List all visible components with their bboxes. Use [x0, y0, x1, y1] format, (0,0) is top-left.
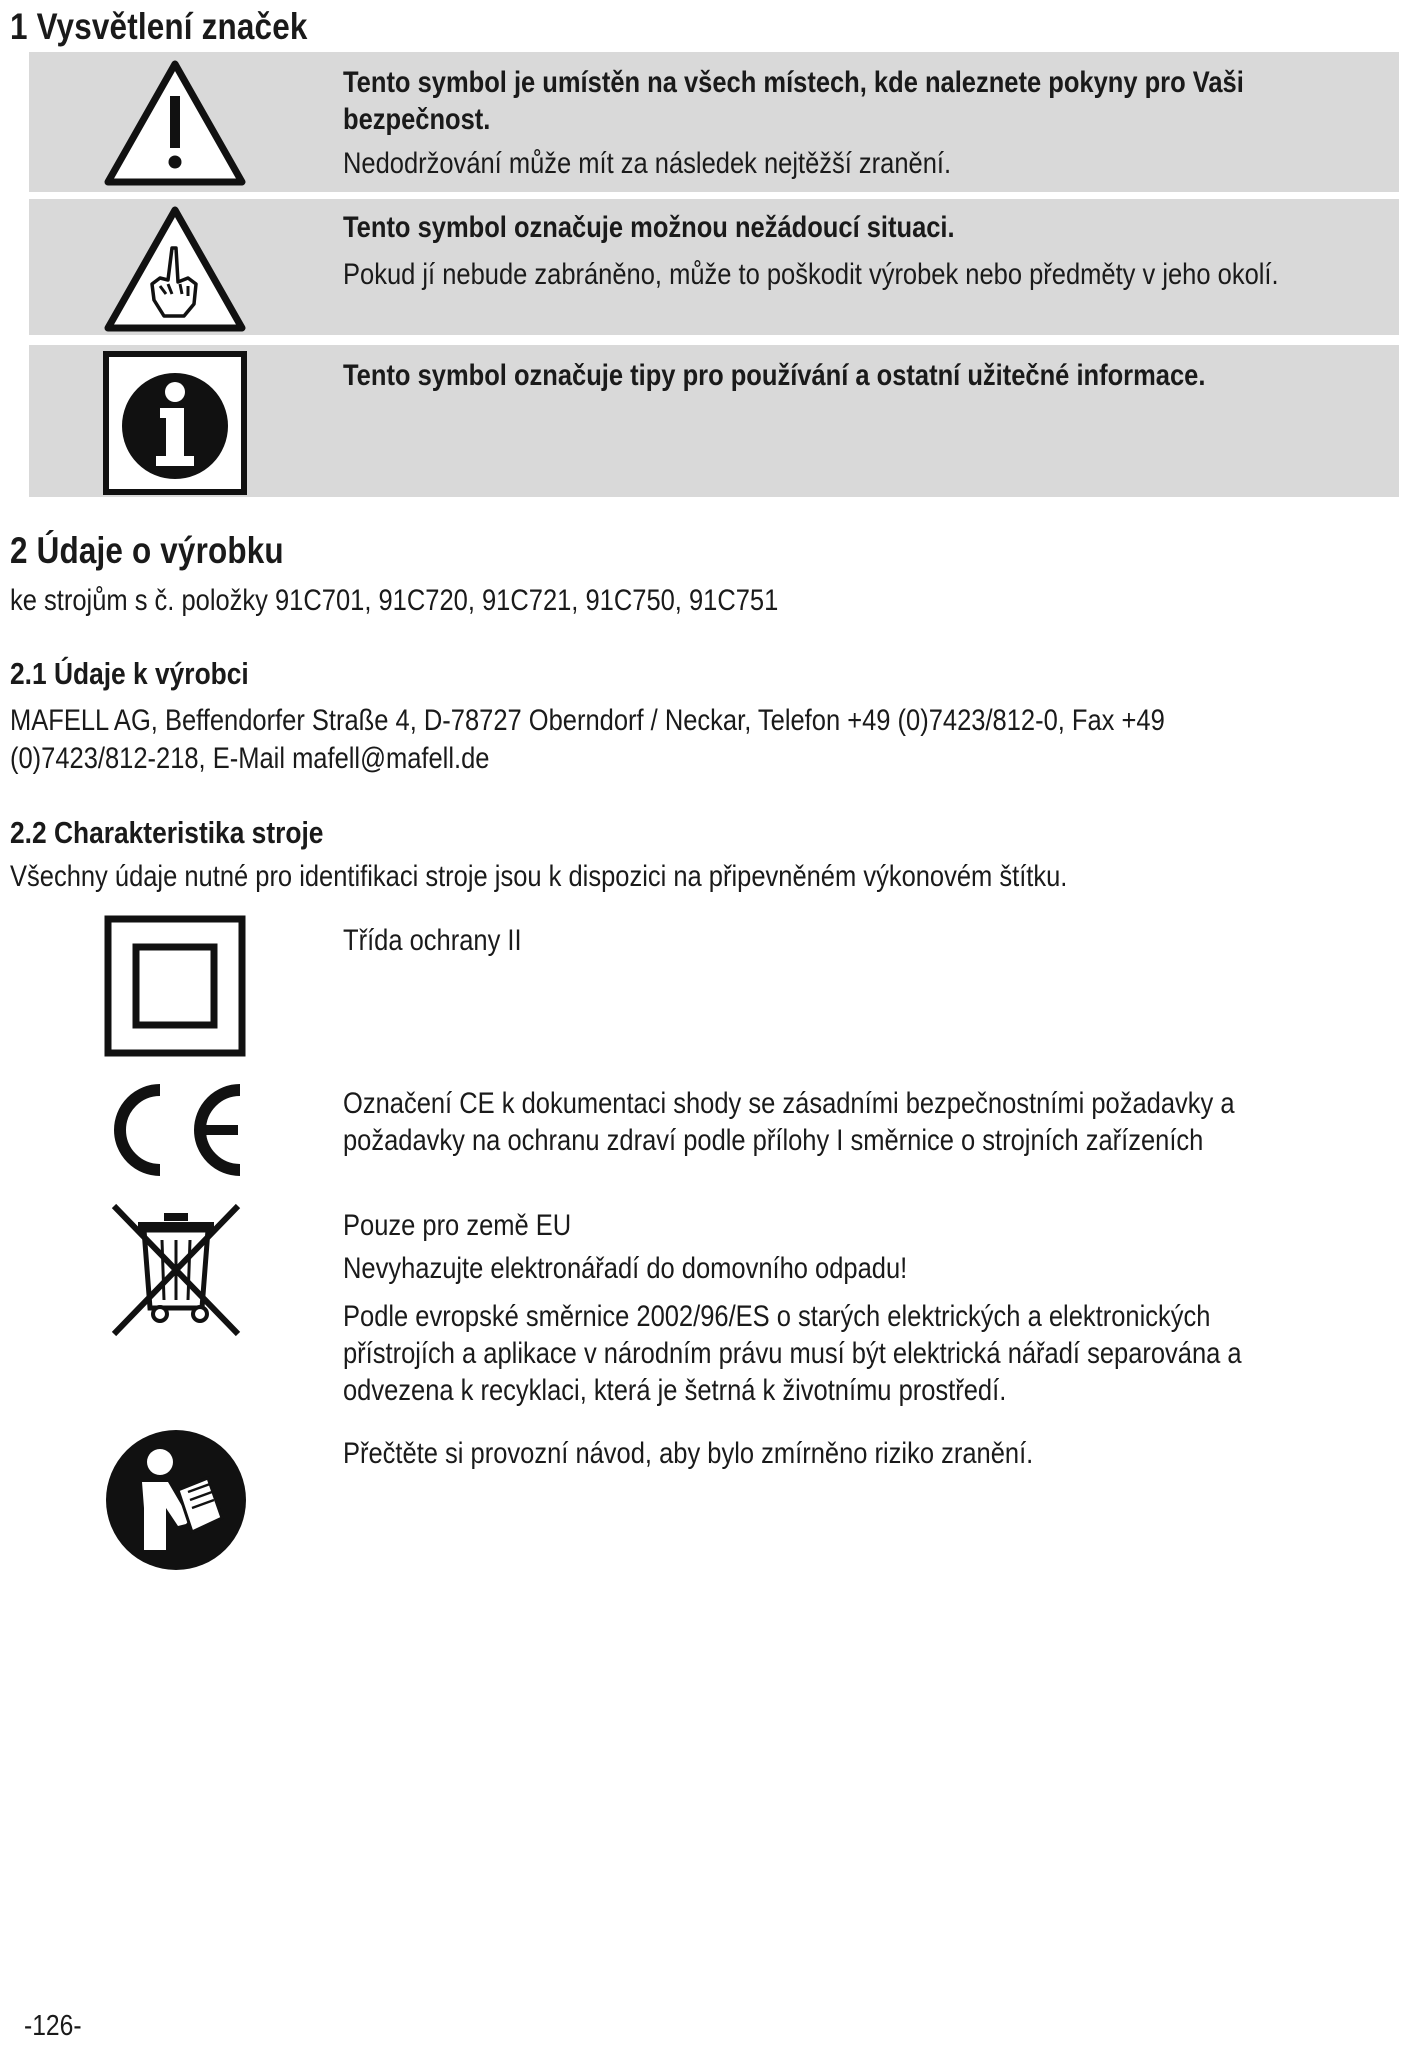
read-manual-icon [104, 1428, 248, 1572]
info-icon [102, 350, 248, 496]
eu-only-text: Pouze pro země EU [343, 1209, 572, 1242]
ce-text-line-1: Označení CE k dokumentaci shody se zásadními bezpečnostními požadavky a [343, 1087, 1235, 1120]
section-2-heading: 2 Údaje o výrobku [10, 530, 284, 571]
protection-class-text: Třída ochrany II [343, 924, 522, 957]
crossed-bin-icon [108, 1200, 244, 1340]
protection-class-ii-icon [104, 915, 246, 1057]
section-1-heading: 1 Vysvětlení značek [10, 6, 308, 47]
ce-mark-icon [104, 1080, 250, 1180]
read-manual-text: Přečtěte si provozní návod, aby bylo zmírněno riziko zranění. [343, 1437, 1034, 1470]
subsection-2-2-intro: Všechny údaje nutné pro identifikaci stroje jsou k dispozici na připevněném výkonovém štítku. [10, 860, 1068, 893]
warning-triangle-icon [102, 58, 248, 188]
warning-bold-line-1: Tento symbol je umístěn na všech místech, kde naleznete pokyny pro Vaši [343, 66, 1244, 99]
subsection-2-2-heading: 2.2 Charakteristika stroje [10, 815, 324, 850]
weee-text-line-2: přístrojích a aplikace v národním právu musí být elektrická nářadí separována a [343, 1337, 1242, 1370]
warning-text: Nedodržování může mít za následek nejtěžší zranění. [343, 147, 952, 180]
ce-text-line-2: požadavky na ochranu zdraví podle přílohy I směrnice o strojních zařízeních [343, 1124, 1204, 1157]
hand-warning-icon [102, 204, 248, 334]
caution-bold-line: Tento symbol označuje možnou nežádoucí situaci. [343, 211, 955, 244]
page-number: -126- [24, 2010, 82, 2042]
manufacturer-line-1: MAFELL AG, Beffendorfer Straße 4, D-78727 Oberndorf / Neckar, Telefon +49 (0)7423/812-0, Fax +49 [10, 704, 1165, 737]
weee-text-line-1: Podle evropské směrnice 2002/96/ES o starých elektrických a elektronických [343, 1300, 1211, 1333]
section-2-intro: ke strojům s č. položky 91C701, 91C720, 91C721, 91C750, 91C751 [10, 584, 779, 617]
warning-bold-line-2: bezpečnost. [343, 103, 491, 136]
no-household-waste-text: Nevyhazujte elektronářadí do domovního odpadu! [343, 1252, 908, 1285]
caution-text: Pokud jí nebude zabráněno, může to poškodit výrobek nebo předměty v jeho okolí. [343, 258, 1279, 291]
weee-text-line-3: odvezena k recyklaci, která je šetrná k životnímu prostředí. [343, 1374, 1007, 1407]
manufacturer-line-2: (0)7423/812-218, E-Mail mafell@mafell.de [10, 742, 490, 775]
subsection-2-1-heading: 2.1 Údaje k výrobci [10, 656, 249, 691]
info-bold-line: Tento symbol označuje tipy pro používání a ostatní užitečné informace. [343, 359, 1206, 392]
